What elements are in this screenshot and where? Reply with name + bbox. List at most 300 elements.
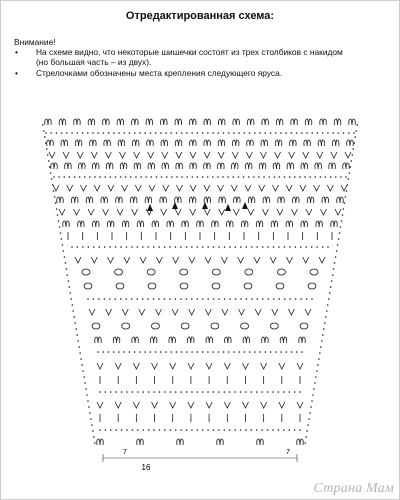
cluster-stitch bbox=[315, 163, 322, 169]
chain-stitch bbox=[191, 132, 193, 134]
v-stitch bbox=[277, 209, 283, 215]
v-stitch bbox=[306, 209, 312, 215]
chain-stitch bbox=[207, 429, 209, 431]
chain-stitch bbox=[267, 391, 269, 393]
chain-stitch bbox=[83, 376, 85, 378]
v-stitch bbox=[261, 363, 267, 369]
chain-stitch bbox=[202, 176, 204, 178]
chain-stitch bbox=[142, 246, 144, 248]
chain-stitch bbox=[153, 391, 155, 393]
cluster-stitch bbox=[187, 337, 194, 343]
v-stitch bbox=[222, 309, 228, 315]
arrow-marker bbox=[242, 202, 248, 209]
chain-stitch bbox=[105, 429, 107, 431]
cluster-stitch bbox=[257, 439, 264, 445]
cluster-stitch bbox=[204, 119, 211, 125]
v-stitch bbox=[219, 209, 225, 215]
chain-stitch bbox=[79, 352, 81, 354]
chain-stitch bbox=[165, 351, 167, 353]
cluster-stitch bbox=[280, 337, 287, 343]
chain-stitch bbox=[304, 442, 306, 444]
v-stitch bbox=[221, 257, 227, 263]
puff-stitch bbox=[181, 323, 189, 329]
chain-stitch bbox=[54, 196, 56, 198]
chain-stitch bbox=[213, 391, 215, 393]
v-stitch bbox=[189, 309, 195, 315]
chain-stitch bbox=[150, 351, 152, 353]
chain-stitch bbox=[286, 351, 288, 353]
chain-stitch bbox=[256, 246, 258, 248]
cluster-stitch bbox=[51, 163, 58, 169]
chain-stitch bbox=[218, 298, 220, 300]
chain-stitch bbox=[186, 176, 188, 178]
chain-stitch bbox=[326, 310, 328, 312]
cluster-stitch bbox=[175, 197, 182, 203]
chain-stitch bbox=[261, 391, 263, 393]
chain-stitch bbox=[240, 298, 242, 300]
cluster-stitch bbox=[204, 163, 211, 169]
chain-stitch bbox=[85, 388, 87, 390]
chain-stitch bbox=[288, 391, 290, 393]
chain-stitch bbox=[147, 298, 149, 300]
v-stitch bbox=[119, 152, 125, 158]
chain-stitch bbox=[228, 351, 230, 353]
v-stitch bbox=[175, 209, 181, 215]
chain-stitch bbox=[218, 351, 220, 353]
puff-stitch bbox=[270, 323, 278, 329]
chain-stitch bbox=[148, 429, 150, 431]
cluster-stitch bbox=[90, 140, 97, 146]
v-stitch bbox=[148, 152, 154, 158]
chain-stitch bbox=[115, 429, 117, 431]
chain-stitch bbox=[186, 298, 188, 300]
chain-stitch bbox=[265, 351, 267, 353]
chain-stitch bbox=[327, 304, 329, 306]
chain-stitch bbox=[343, 132, 345, 134]
v-stitch bbox=[156, 257, 162, 263]
cluster-stitch bbox=[161, 119, 168, 125]
arrow-marker bbox=[147, 204, 153, 211]
chain-stitch bbox=[196, 391, 198, 393]
v-stitch bbox=[163, 185, 169, 191]
chain-stitch bbox=[207, 351, 209, 353]
v-stitch bbox=[218, 185, 224, 191]
cluster-stitch bbox=[218, 163, 225, 169]
chain-stitch bbox=[76, 334, 78, 336]
cluster-stitch bbox=[248, 197, 255, 203]
chain-stitch bbox=[300, 246, 302, 248]
cluster-stitch bbox=[262, 337, 269, 343]
chain-stitch bbox=[235, 246, 237, 248]
v-stitch bbox=[327, 185, 333, 191]
chain-stitch bbox=[75, 328, 77, 330]
chain-stitch bbox=[121, 391, 123, 393]
chain-stitch bbox=[227, 176, 229, 178]
chain-stitch bbox=[218, 391, 220, 393]
chain-stitch bbox=[224, 298, 226, 300]
chain-stitch bbox=[254, 351, 256, 353]
chain-stitch bbox=[82, 370, 84, 372]
cluster-stitch bbox=[293, 197, 300, 203]
chain-stitch bbox=[92, 132, 94, 134]
chain-stitch bbox=[99, 176, 101, 178]
v-stitch bbox=[94, 185, 100, 191]
chain-stitch bbox=[217, 132, 219, 134]
chain-stitch bbox=[264, 132, 266, 134]
chain-stitch bbox=[126, 391, 128, 393]
chain-stitch bbox=[88, 406, 90, 408]
chain-stitch bbox=[88, 246, 90, 248]
v-stitch bbox=[331, 152, 337, 158]
chain-stitch bbox=[327, 246, 329, 248]
chain-stitch bbox=[202, 429, 204, 431]
chain-stitch bbox=[144, 132, 146, 134]
chain-stitch bbox=[181, 176, 183, 178]
repeat-label: 7 bbox=[286, 449, 290, 456]
chain-stitch bbox=[186, 429, 188, 431]
chain-stitch bbox=[124, 132, 126, 134]
chain-stitch bbox=[251, 246, 253, 248]
cluster-stitch bbox=[337, 197, 344, 203]
chain-stitch bbox=[160, 351, 162, 353]
attachment-arrows bbox=[147, 202, 248, 211]
cluster-stitch bbox=[305, 119, 312, 125]
v-stitch bbox=[224, 402, 230, 408]
cluster-stitch bbox=[197, 221, 204, 227]
chain-stitch bbox=[123, 351, 125, 353]
chain-stitch bbox=[99, 391, 101, 393]
chain-stitch bbox=[129, 351, 131, 353]
cluster-stitch bbox=[93, 221, 100, 227]
chain-stitch bbox=[202, 391, 204, 393]
cluster-stitch bbox=[162, 163, 169, 169]
chain-stitch bbox=[74, 322, 76, 324]
chain-stitch bbox=[55, 202, 57, 204]
chain-stitch bbox=[308, 418, 310, 420]
chain-stitch bbox=[170, 351, 172, 353]
chain-stitch bbox=[103, 132, 105, 134]
v-stitch bbox=[162, 152, 168, 158]
cluster-stitch bbox=[234, 197, 241, 203]
chain-stitch bbox=[94, 442, 96, 444]
cluster-stitch bbox=[75, 140, 82, 146]
v-stitch bbox=[188, 363, 194, 369]
chain-stitch bbox=[259, 132, 261, 134]
chain-stitch bbox=[42, 124, 44, 126]
chain-stitch bbox=[306, 298, 308, 300]
chain-stitch bbox=[311, 246, 313, 248]
chain-stitch bbox=[322, 246, 324, 248]
stitch-count-marker bbox=[103, 449, 297, 472]
chain-stitch bbox=[84, 176, 86, 178]
v-stitch bbox=[134, 152, 140, 158]
chain-stitch bbox=[108, 351, 110, 353]
chain-stitch bbox=[92, 430, 94, 432]
cluster-stitch bbox=[45, 119, 52, 125]
chain-stitch bbox=[251, 429, 253, 431]
chain-stitch bbox=[289, 176, 291, 178]
v-stitch bbox=[204, 185, 210, 191]
chain-stitch bbox=[320, 176, 322, 178]
v-stitch bbox=[279, 363, 285, 369]
v-stitch bbox=[262, 209, 268, 215]
cluster-stitch bbox=[113, 337, 120, 343]
chain-stitch bbox=[65, 262, 67, 264]
cluster-stitch bbox=[150, 337, 157, 343]
v-stitch bbox=[140, 257, 146, 263]
chain-stitch bbox=[121, 429, 123, 431]
cluster-stitch bbox=[61, 140, 68, 146]
v-stitch bbox=[133, 402, 139, 408]
chain-stitch bbox=[294, 429, 296, 431]
cluster-stitch bbox=[218, 140, 225, 146]
chain-stitch bbox=[320, 346, 322, 348]
chain-stitch bbox=[246, 298, 248, 300]
chain-stitch bbox=[315, 376, 317, 378]
chain-stitch bbox=[305, 246, 307, 248]
chain-stitch bbox=[285, 132, 287, 134]
chain-stitch bbox=[207, 246, 209, 248]
chain-stitch bbox=[313, 388, 315, 390]
cluster-stitch bbox=[117, 119, 124, 125]
arrow-marker bbox=[202, 202, 208, 209]
chain-stitch bbox=[131, 246, 133, 248]
cluster-stitch bbox=[204, 197, 211, 203]
chain-stitch bbox=[262, 246, 264, 248]
chain-stitch bbox=[160, 132, 162, 134]
v-stitch bbox=[204, 209, 210, 215]
chain-stitch bbox=[316, 246, 318, 248]
chain-stitch bbox=[263, 176, 265, 178]
cluster-stitch bbox=[63, 221, 70, 227]
chain-stitch bbox=[311, 400, 313, 402]
chain-stitch bbox=[79, 176, 81, 178]
chain-stitch bbox=[257, 298, 259, 300]
chain-stitch bbox=[70, 298, 72, 300]
v-stitch bbox=[133, 363, 139, 369]
chain-stitch bbox=[196, 298, 198, 300]
chain-stitch bbox=[169, 391, 171, 393]
cluster-stitch bbox=[152, 221, 159, 227]
v-stitch bbox=[242, 363, 248, 369]
chain-stitch bbox=[109, 246, 111, 248]
cluster-stitch bbox=[318, 140, 325, 146]
cluster-stitch bbox=[175, 140, 182, 146]
v-stitch bbox=[319, 257, 325, 263]
chain-stitch bbox=[67, 274, 69, 276]
cluster-stitch bbox=[137, 439, 144, 445]
cluster-stitch bbox=[176, 163, 183, 169]
chain-stitch bbox=[254, 132, 256, 134]
chain-stitch bbox=[71, 132, 73, 134]
cluster-stitch bbox=[104, 140, 111, 146]
chain-stitch bbox=[309, 412, 311, 414]
puff-stitch bbox=[148, 283, 156, 289]
chain-stitch bbox=[87, 400, 89, 402]
cluster-stitch bbox=[146, 119, 153, 125]
chain-stitch bbox=[289, 298, 291, 300]
chain-stitch bbox=[115, 176, 117, 178]
chain-stitch bbox=[176, 132, 178, 134]
chain-stitch bbox=[295, 246, 297, 248]
chain-stitch bbox=[63, 176, 65, 178]
chain-stitch bbox=[349, 172, 351, 174]
chain-stitch bbox=[278, 429, 280, 431]
chain-stitch bbox=[312, 394, 314, 396]
chain-stitch bbox=[344, 202, 346, 204]
chain-stitch bbox=[45, 132, 47, 134]
cluster-stitch bbox=[137, 221, 144, 227]
chain-stitch bbox=[224, 391, 226, 393]
chain-stitch bbox=[150, 132, 152, 134]
cluster-stitch bbox=[57, 197, 64, 203]
chain-stitch bbox=[258, 176, 260, 178]
v-stitch bbox=[115, 402, 121, 408]
chain-stitch bbox=[228, 132, 230, 134]
cluster-stitch bbox=[334, 119, 341, 125]
chain-stitch bbox=[175, 429, 177, 431]
chain-stitch bbox=[345, 196, 347, 198]
chain-stitch bbox=[196, 429, 198, 431]
cluster-stitch bbox=[161, 140, 168, 146]
chain-stitch bbox=[259, 351, 261, 353]
chain-stitch bbox=[229, 298, 231, 300]
chain-stitch bbox=[353, 142, 355, 144]
chain-stitch bbox=[212, 351, 214, 353]
chain-stitch bbox=[90, 418, 92, 420]
chain-stitch bbox=[169, 429, 171, 431]
chain-stitch bbox=[306, 430, 308, 432]
v-stitch bbox=[286, 257, 292, 263]
cluster-stitch bbox=[347, 140, 354, 146]
chain-stitch bbox=[145, 176, 147, 178]
cluster-stitch bbox=[122, 221, 129, 227]
v-stitch bbox=[122, 185, 128, 191]
chain-stitch bbox=[329, 292, 331, 294]
v-stitch bbox=[300, 185, 306, 191]
cluster-stitch bbox=[74, 119, 81, 125]
v-stitch bbox=[91, 257, 97, 263]
chain-stitch bbox=[69, 176, 71, 178]
chain-stitch bbox=[218, 246, 220, 248]
chain-stitch bbox=[332, 132, 334, 134]
chain-stitch bbox=[134, 132, 136, 134]
chain-stitch bbox=[44, 136, 46, 138]
chain-stitch bbox=[137, 246, 139, 248]
chain-stitch bbox=[66, 132, 68, 134]
chain-stitch bbox=[125, 298, 127, 300]
v-stitch bbox=[314, 185, 320, 191]
chain-stitch bbox=[164, 246, 166, 248]
v-stitch bbox=[261, 402, 267, 408]
cluster-stitch bbox=[169, 337, 176, 343]
v-stitch bbox=[108, 185, 114, 191]
chain-stitch bbox=[56, 208, 58, 210]
chain-stitch bbox=[176, 351, 178, 353]
v-stitch bbox=[132, 209, 138, 215]
cluster-stitch bbox=[256, 221, 263, 227]
chain-stitch bbox=[110, 429, 112, 431]
chain-stitch bbox=[161, 176, 163, 178]
chain-stitch bbox=[158, 298, 160, 300]
chain-stitch bbox=[170, 132, 172, 134]
chain-stitch bbox=[94, 176, 96, 178]
chain-stitch bbox=[273, 298, 275, 300]
v-stitch bbox=[106, 309, 112, 315]
chain-stitch bbox=[153, 246, 155, 248]
arrow-marker bbox=[225, 204, 231, 211]
chain-stitch bbox=[89, 412, 91, 414]
v-stitch bbox=[115, 363, 121, 369]
chain-stitch bbox=[334, 262, 336, 264]
cluster-stitch bbox=[78, 221, 85, 227]
chain-stitch bbox=[164, 429, 166, 431]
v-stitch bbox=[254, 257, 260, 263]
chain-stitch bbox=[159, 429, 161, 431]
chain-stitch bbox=[235, 298, 237, 300]
puff-stitch bbox=[147, 269, 155, 275]
chain-stitch bbox=[278, 298, 280, 300]
chain-stitch bbox=[72, 310, 74, 312]
cluster-stitch bbox=[182, 221, 189, 227]
cluster-stitch bbox=[132, 119, 139, 125]
chain-stitch bbox=[126, 429, 128, 431]
chain-stitch bbox=[328, 298, 330, 300]
chain-stitch bbox=[97, 132, 99, 134]
chain-stitch bbox=[61, 238, 63, 240]
chain-stitch bbox=[186, 391, 188, 393]
chain-stitch bbox=[113, 351, 115, 353]
cluster-stitch bbox=[206, 337, 213, 343]
chain-stitch bbox=[87, 132, 89, 134]
cluster-stitch bbox=[65, 163, 72, 169]
chain-stitch bbox=[238, 351, 240, 353]
cluster-stitch bbox=[261, 140, 268, 146]
chain-stitch bbox=[115, 298, 117, 300]
puff-stitch bbox=[180, 269, 188, 275]
chain-stitch bbox=[346, 190, 348, 192]
chain-stitch bbox=[64, 256, 66, 258]
cluster-stitch bbox=[160, 197, 167, 203]
chain-stitch bbox=[268, 176, 270, 178]
v-stitch bbox=[345, 152, 351, 158]
cluster-stitch bbox=[86, 197, 93, 203]
chain-stitch bbox=[191, 246, 193, 248]
cluster-stitch bbox=[120, 163, 127, 169]
chain-stitch bbox=[234, 391, 236, 393]
chain-stitch bbox=[273, 176, 275, 178]
chain-stitch bbox=[77, 246, 79, 248]
v-stitch bbox=[124, 257, 130, 263]
v-stitch bbox=[303, 257, 309, 263]
chain-stitch bbox=[301, 132, 303, 134]
chain-stitch bbox=[191, 391, 193, 393]
v-stitch bbox=[139, 309, 145, 315]
chain-stitch bbox=[340, 226, 342, 228]
chain-stitch bbox=[338, 132, 340, 134]
chain-stitch bbox=[86, 394, 88, 396]
v-stitch bbox=[122, 309, 128, 315]
v-stitch bbox=[170, 402, 176, 408]
chain-stitch bbox=[137, 391, 139, 393]
chain-stitch bbox=[175, 298, 177, 300]
chain-stitch bbox=[309, 176, 311, 178]
chain-stitch bbox=[337, 244, 339, 246]
cluster-stitch bbox=[320, 119, 327, 125]
v-stitch bbox=[270, 257, 276, 263]
chain-stitch bbox=[126, 246, 128, 248]
chain-stitch bbox=[272, 429, 274, 431]
